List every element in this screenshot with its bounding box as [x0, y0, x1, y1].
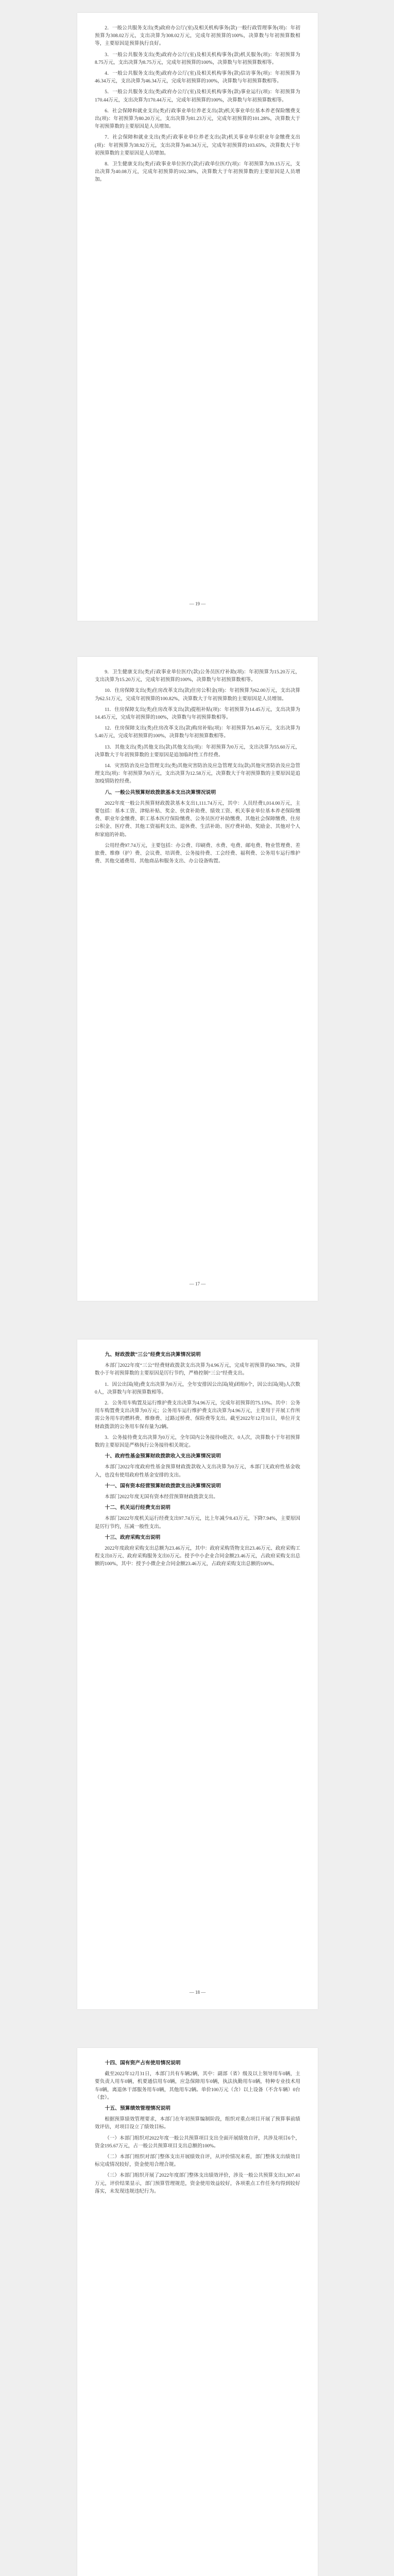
body-paragraph: 5．一般公共服务支出(类)政府办公厅(室)及相关机构事务(款)事业运行(项)：年初预算为170.44万元，支出决算为170.44万元，完成年初预算的100%，决算数与年初预算数相等。 [95, 89, 300, 103]
section-heading: 九、财政拨款“三公”经费支出决算情况说明 [105, 1352, 201, 1358]
section-heading: 八、一般公共预算财政拨款基本支出决算情况说明 [105, 789, 216, 795]
body-paragraph: 公用经费97.74万元，主要包括：办公费、印刷费、水费、电费、邮电费、物业管理费、差旅费、维修（护）费、会议费、培训费、公务接待费、工会经费、福利费、公务用车运行维护费、其他交通费用、其他商品和服务支出、办公设备购置。 [95, 842, 300, 865]
body-paragraph: （三）本部门组织开展了2022年度部门整体支出绩效评价，涉及一般公共预算支出1,307.41万元，评价结果显示，部门预算管理规范，资金使用效益较好，各项重点工作任务均得到较好落实，未发现违规违纪行为。 [95, 2173, 300, 2194]
body-paragraph: 本部门2022年度无国有资本经营预算财政拨款支出。 [105, 1494, 218, 1500]
section-heading: 十三、政府采购支出说明 [105, 1534, 161, 1540]
body-paragraph: 3．一般公共服务支出(类)政府办公厅(室)及相关机构事务(款)机关服务(项)：年初预算为8.75万元，支出决算为8.75万元，完成年初预算的100%，决算数与年初预算数相等。 [95, 52, 300, 65]
body-paragraph: 2022年度政府采购支出总额为23.46万元，其中：政府采购货物支出23.46万元、政府采购工程支出0万元、政府采购服务支出0万元。授予中小企业合同金额23.46万元，占政府采购支出总额的100%，其中：授予小微企业合同金额23.46万元，占政府采购支出总额的100%。 [95, 1546, 300, 1567]
body-paragraph: 6．社会保障和就业支出(类)行政事业单位养老支出(款)机关事业单位基本养老保险缴费支出(项)：年初预算为80.20万元，支出决算为81.23万元，完成年初预算的101.28%，决算数大于年初预算数的主要原因是人员增加。 [95, 108, 300, 130]
body-paragraph: 7．社会保障和就业支出(类)行政事业单位养老支出(款)机关事业单位职业年金缴费支出(项)：年初预算为38.92万元，支出决算为40.34万元，完成年初预算的103.65%，决算数大于年初预算数的主要原因是人员增加。 [95, 134, 300, 156]
body-paragraph: （二）本部门组织对部门整体支出开展绩效自评，从评价情况来看，部门整体支出绩效目标完成情况较好，资金使用合理合规。 [95, 2154, 300, 2168]
page-number: — 18 — [189, 1990, 206, 1995]
document-page [77, 13, 318, 621]
body-paragraph: 2．一般公共服务支出(类)政府办公厅(室)及相关机构事务(款)一般行政管理事务(项)：年初预算为308.02万元，支出决算为308.02万元，完成年初预算的100%，决算数与年初预算数相等，主要原因是预算执行良好。 [95, 25, 300, 47]
section-heading: 十一、国有资本经营预算财政拨款支出决算情况说明 [105, 1483, 221, 1489]
body-paragraph: 2．公务用车购置及运行维护费支出决算为4.96万元，完成年初预算的75.15%。其中：公务用车购置费支出决算为0万元；公务用车运行维护费支出决算为4.96万元，主要用于开展工作所需公务用车的燃料费、维修费、过路过桥费、保险费等支出。截至2022年12月31日，单位开支财政拨款的公务用车保有量为2辆。 [95, 1400, 300, 1430]
body-paragraph: 14．灾害防治及应急管理支出(类)其他灾害防治及应急管理支出(款)其他灾害防治及应急管理支出(项)：年初预算为0万元，支出决算为12.58万元，决算数大于年初预算数的主要原因是追加疫情防控经费。 [95, 763, 300, 785]
body-paragraph: 本部门2022年度“三公”经费财政拨款支出决算为4.96万元，完成年初预算的60.78%，决算数小于年初预算数的主要原因是厉行节约，严格控制“三公”经费支出。 [95, 1363, 300, 1377]
body-paragraph: 9．卫生健康支出(类)行政事业单位医疗(款)公务员医疗补助(项)：年初预算为15.20万元，支出决算为15.20万元，完成年初预算的100%，决算数与年初预算数相等。 [95, 669, 300, 683]
body-paragraph: 本部门2022年度机关运行经费支出97.74万元，比上年减少8.43万元，下降7.94%，主要原因是厉行节约，压减一般性支出。 [95, 1516, 300, 1530]
document-page [77, 2048, 318, 2576]
body-paragraph: （一）本部门组织对2022年度一般公共预算项目支出全面开展绩效自评，共涉及项目6个，资金195.67万元，占一般公共预算项目支出总额的100%。 [95, 2135, 300, 2149]
section-heading: 十四、国有资产占有使用情况说明 [105, 2060, 181, 2066]
body-paragraph: 4．一般公共服务支出(类)政府办公厅(室)及相关机构事务(款)信访事务(项)：年初预算为46.34万元，支出决算为46.34万元，完成年初预算的100%，决算数与年初预算数相等。 [95, 71, 300, 84]
body-paragraph: 8．卫生健康支出(类)行政事业单位医疗(款)行政单位医疗(项)：年初预算为39.15万元，支出决算为40.08万元，完成年初预算的102.38%，决算数大于年初预算数的主要原因是人员增加。 [95, 161, 300, 183]
document-page [77, 1340, 318, 2009]
page-number: — 19 — [189, 601, 206, 606]
body-paragraph: 11．住房保障支出(类)住房改革支出(款)提租补贴(项)：年初预算为14.45万元，支出决算为14.45万元，完成年初预算的100%，决算数与年初预算数相等。 [95, 706, 300, 721]
page-number: — 17 — [189, 1281, 206, 1286]
body-paragraph: 根据预算绩效管理要求，本部门在年初预算编制阶段，组织对重点项目开展了预算事前绩效评估，对项目设立了绩效目标。 [95, 2116, 300, 2130]
body-paragraph: 2022年度一般公共预算财政拨款基本支出1,111.74万元，其中：人员经费1,014.00万元，主要包括：基本工资、津贴补贴、奖金、伙食补助费、绩效工资、机关事业单位基本养老保险缴费、职业年金缴费、职工基本医疗保险缴费、公务员医疗补助缴费、其他社会保障缴费、住房公积金、医疗费、其他工资福利支出、退休费、生活补助、医疗费补助、奖励金、其他对个人和家庭的补助。 [95, 800, 300, 838]
body-paragraph: 本部门2022年度政府性基金预算财政拨款收入支出决算为0万元，本部门无政府性基金收入，也没有使用政府性基金安排的支出。 [95, 1464, 300, 1478]
body-paragraph: 10．住房保障支出(类)住房改革支出(款)住房公积金(项)：年初预算为62.00万元，支出决算为62.51万元，完成年初预算的100.82%，决算数大于年初预算数的主要原因是人员增加。 [95, 688, 300, 702]
section-heading: 十五、预算绩效管理情况说明 [105, 2106, 170, 2112]
section-heading: 十二、机关运行经费支出说明 [105, 1505, 170, 1511]
body-paragraph: 截至2022年12月31日，本部门共有车辆2辆，其中：副部（省）级及以上领导用车0辆，主要负责人用车0辆，机要通信用车0辆，应急保障用车0辆，执法执勤用车0辆，特种专业技术用车0辆，离退休干部服务用车0辆，其他用车2辆。单价100万元（含）以上设备（不含车辆）0台（套）。 [95, 2071, 300, 2100]
body-paragraph: 3．公务接待费支出决算为0万元，全年国内公务接待0批次、0人次，决算数小于年初预算数的主要原因是严格执行公务接待相关规定。 [95, 1434, 300, 1449]
body-paragraph: 1．因公出国(境)费支出决算为0万元，全年安排因公出国(境)团组0个，因公出国(境)人次数0人，决算数与年初预算数相等。 [95, 1381, 300, 1395]
section-heading: 十、政府性基金预算财政拨款收入支出决算情况说明 [105, 1453, 221, 1460]
body-paragraph: 13．其他支出(类)其他支出(款)其他支出(项)：年初预算为0万元，支出决算为55.60万元，决算数大于年初预算数的主要原因是追加临时性工作经费。 [95, 744, 300, 758]
body-paragraph: 12．住房保障支出(类)住房改革支出(款)购房补贴(项)：年初预算为5.40万元，支出决算为5.40万元，完成年初预算的100%，决算数与年初预算数相等。 [95, 725, 300, 739]
document-page [77, 657, 318, 1301]
